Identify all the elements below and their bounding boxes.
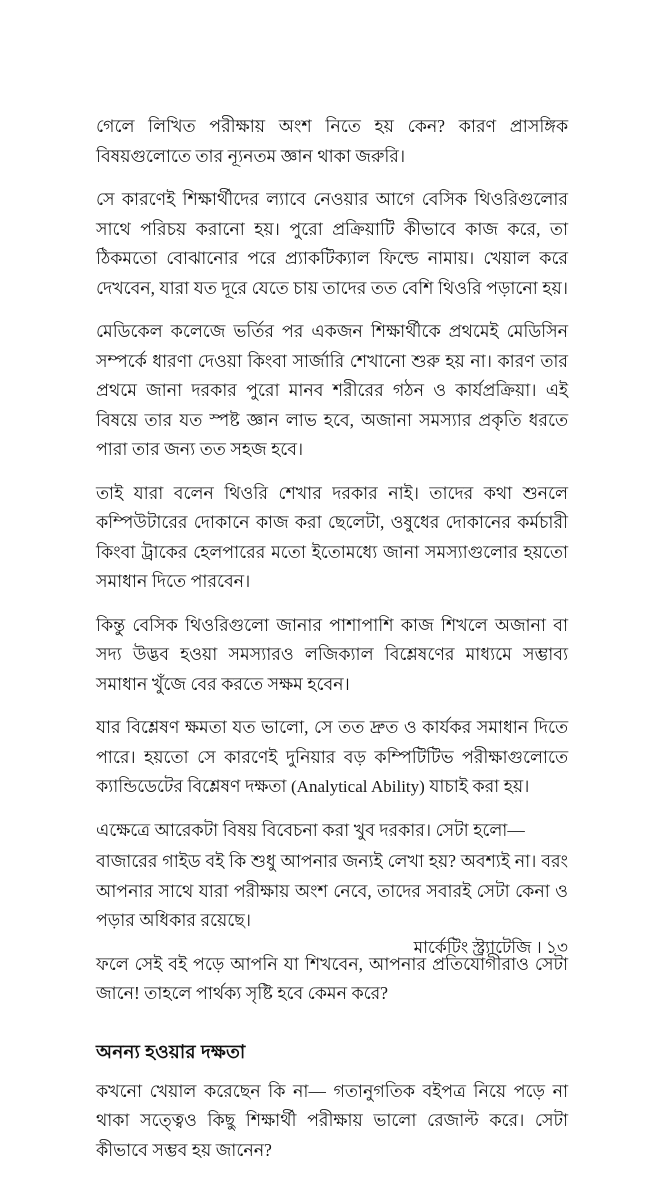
paragraph-5: কিন্তু বেসিক থিওরিগুলো জানার পাশাপাশি কাজ শিখলে অজানা বা সদ্য উদ্ভব হওয়া সমস্যারও লজিক্যাল বিশ্লেষণের মাধ্যমে সম্ভাব্য সমাধান খুঁজে বের করতে সক্ষম হবেন। (96, 614, 568, 694)
paragraph-after-heading: কখনো খেয়াল করেছেন কি না— গতানুগতিক বইপত্র নিয়ে পড়ে না থাকা সত্ত্বেও কিছু শিক্ষার্থী পরীক্ষায় ভালো রেজাল্ট করে। সেটা কীভাবে সম্ভব হয় জানেন? (96, 1080, 568, 1160)
paragraph-3: মেডিকেল কলেজে ভর্তির পর একজন শিক্ষার্থীকে প্রথমেই মেডিসিন সম্পর্কে ধারণা দেওয়া কিংবা সার্জারি শেখানো শুরু হয় না। কারণ তার প্রথমে জানা দরকার পুরো মানব শরীরের গঠন ও কার্যপ্রক্রিয়া। এই বিষয়ে তার যত স্পষ্ট জ্ঞান লাভ হবে, অজানা সমস্যার প্রকৃতি ধরতে পারা তার জন্য তত সহজ হবে। (96, 321, 568, 459)
paragraph-1: গেলে লিখিত পরীক্ষায় অংশ নিতে হয় কেন? কারণ প্রাসঙ্গিক বিষয়গুলোতে তার ন্যূনতম জ্ঞান থাকা জরুরি। (96, 116, 568, 166)
page-text-column (96, 112, 568, 1179)
paragraph-7-lead-in: এক্ষেত্রে আরেকটা বিষয় বিবেচনা করা খুব দরকার। সেটা হলো— (96, 819, 525, 840)
paragraph-6-text-before: যার বিশ্লেষণ ক্ষমতা যত ভালো, সে তত দ্রুত ও কার্যকর সমাধান দিতে পারে। হয়তো সে কারণেই দুনিয়ার বড় কম্পিটিটিভ পরীক্ষাগুলোতে ক্যান্ডিডেটের বিশ্লেষণ দক্ষতা (96, 717, 568, 796)
analytical-ability-term: (Analytical Ability) (291, 777, 425, 796)
page-footer: মার্কেটিং স্ট্র্যাটেজি । ১৩ (413, 938, 568, 957)
paragraph-8: বাজারের গাইড বই কি শুধু আপনার জন্যই লেখা হয়? অবশ্যই না। বরং আপনার সাথে যারা পরীক্ষায় অংশ নেবে, তাদের সবারই সেটা কেনা ও পড়ার অধিকার রয়েছে। (96, 851, 568, 930)
paragraph-6-analytical-ability (96, 713, 568, 802)
paragraph-9: ফলে সেই বই পড়ে আপনি যা শিখবেন, আপনার প্রতিযোগীরাও সেটা জানে! তাহলে পার্থক্য সৃষ্টি হবে কেমন করে? (96, 953, 568, 1003)
paragraph-4: তাই যারা বলেন থিওরি শেখার দরকার নাই। তাদের কথা শুনলে কম্পিউটারের দোকানে কাজ করা ছেলেটা, ওষুধের দোকানের কর্মচারী কিংবা ট্রাকের হেলপারের মতো ইতোমধ্যে জানা সমস্যাগুলোর হয়তো সমাধান দিতে পারবেন। (96, 482, 568, 591)
section-heading-unique-skill: অনন্য হওয়ার দক্ষতা (96, 1040, 246, 1062)
paragraph-2: সে কারণেই শিক্ষার্থীদের ল্যাবে নেওয়ার আগে বেসিক থিওরিগুলোর সাথে পরিচয় করানো হয়। পুরো প্রক্রিয়াটি কীভাবে কাজ করে, তা ঠিকমতো বোঝানোর পরে প্র্যাকটিক্যাল ফিল্ডে নামায়। খেয়াল করে দেখবেন, যারা যত দূরে যেতে চায় তাদের তত বেশি থিওরি পড়ানো হয়। (96, 189, 568, 298)
paragraph-6-text-after: যাচাই করা হয়। (424, 776, 530, 796)
